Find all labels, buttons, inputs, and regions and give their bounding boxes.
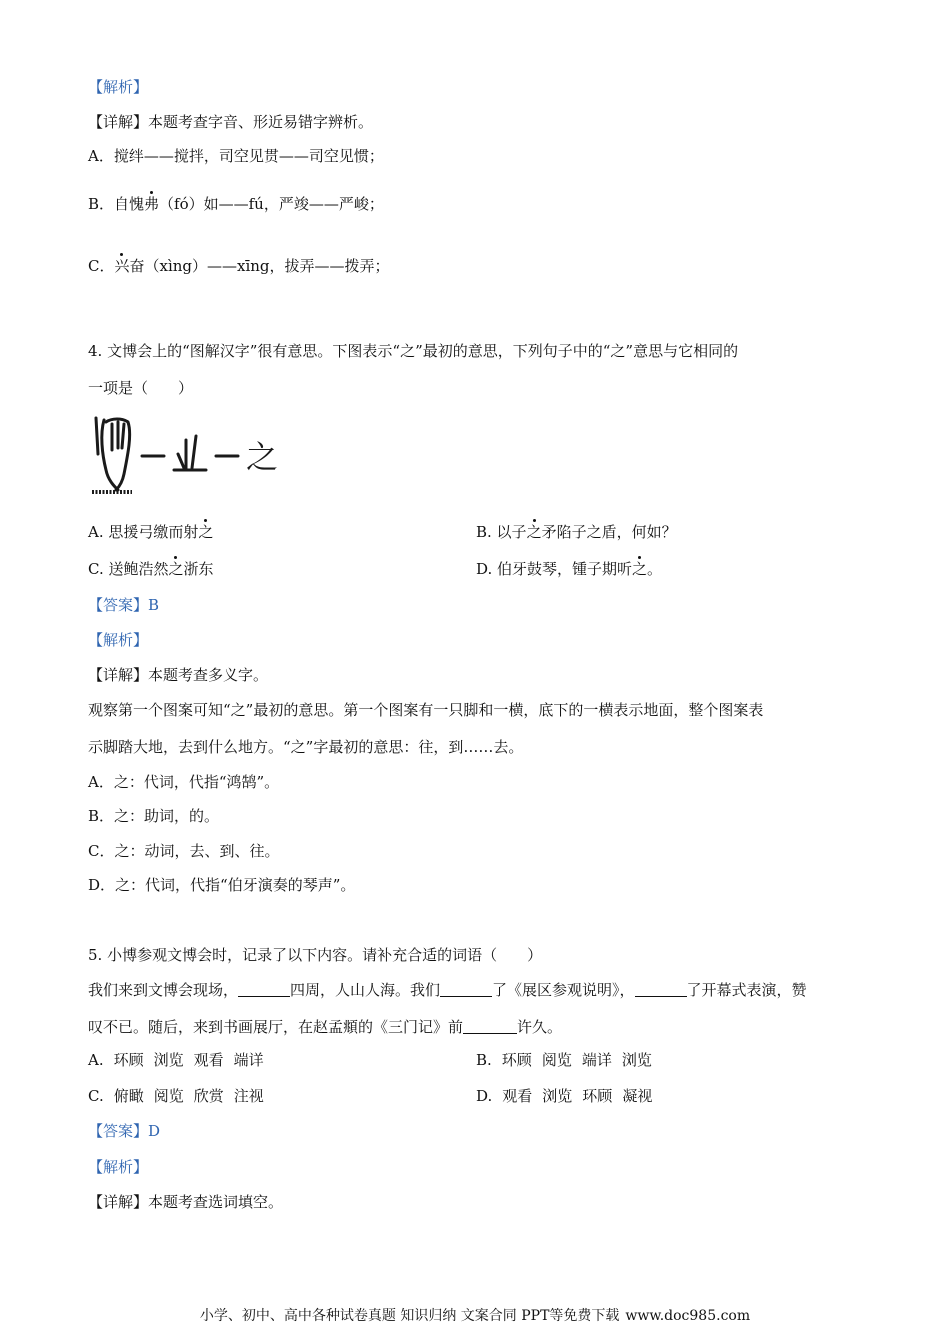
zhi-evolution-figure: [88, 414, 288, 498]
q3-option-c-explain: [88, 256, 390, 276]
q3-c-post: 奋（xìng）——xīng，拔弄——拨弄；: [129, 257, 390, 275]
bronze-zhi-glyph: [174, 436, 206, 470]
q5-a-label: A.: [88, 1051, 104, 1069]
foot-pictograph: [92, 418, 132, 492]
q4-stem-line2: 一项是（ ）: [88, 379, 194, 397]
q5-p1-d: 了开幕式表演，赞: [686, 981, 807, 999]
q4-d-dotted-char: 之: [632, 560, 648, 578]
q5-b-word: 环顾: [501, 1051, 532, 1069]
q4-stem-line1: 4. 文博会上的“图解汉字”很有意思。下图表示“之”最初的意思，下列句子中的“之”意思与它相同的: [88, 342, 739, 360]
q5-a-word: 环顾: [113, 1051, 144, 1069]
zhi-evolution-svg: [88, 414, 288, 498]
q3-option-b-explain: [88, 194, 384, 214]
q5-passage-line1: [88, 980, 807, 1000]
q4-option-b: [476, 522, 677, 542]
q4-explain-c: C．之：动词，去、到、往。: [88, 842, 280, 860]
q3-option-a-explain: A．搅绊——搅拌，司空见贯——司空见惯；: [88, 147, 384, 165]
q5-c-label: C.: [88, 1087, 104, 1105]
footer-url[interactable]: www.doc985.com: [625, 1308, 751, 1324]
q3-analysis-tag: 【解析】: [88, 78, 149, 96]
q4-option-a: [88, 522, 213, 542]
q4-explain-line1: 观察第一个图案可知“之”最初的意思。第一个图案有一只脚和一横，底下的一横表示地面，整个图案表: [88, 701, 764, 719]
q5-d-word: 观看: [502, 1087, 533, 1105]
page-footer: [0, 1306, 950, 1326]
q5-b-word: 阅览: [541, 1051, 572, 1069]
q3-detail: 【详解】本题考查字音、形近易错字辨析。: [88, 113, 374, 131]
q4-d-text1: D. 伯牙鼓琴，锺子期听: [476, 560, 633, 578]
q5-blank-3: [635, 981, 687, 997]
q4-b-text2: 矛陷子之盾，何如？: [541, 523, 677, 541]
q3-b-post: （fó）如——fú，严竣——严峻；: [159, 195, 384, 213]
footer-text: 小学、初中、高中各种试卷真题 知识归纳 文案合同 PPT等免费下载: [199, 1308, 620, 1324]
q5-option-d: [476, 1086, 662, 1106]
q5-p1-c: 了《展区参观说明》，: [492, 981, 635, 999]
q3-b-pre: B．自愧: [88, 195, 145, 213]
q4-analysis-tag: 【解析】: [88, 631, 149, 649]
q4-c-text1: C. 送鲍浩然: [88, 560, 169, 578]
q4-explain-d: D．之：代词，代指“伯牙演奏的琴声”。: [88, 876, 356, 894]
q5-c-word: 注视: [233, 1087, 264, 1105]
q3-c-pre: C．: [88, 257, 115, 275]
q5-c-word: 阅览: [153, 1087, 184, 1105]
q5-d-word: 凝视: [622, 1087, 653, 1105]
q4-explain-line2: 示脚踏大地，去到什么地方。“之”字最初的意思：往，到……去。: [88, 738, 524, 756]
q5-a-word: 浏览: [153, 1051, 184, 1069]
q5-option-c: [88, 1086, 274, 1106]
q5-p2-b: 许久。: [517, 1018, 563, 1036]
q5-detail: 【详解】本题考查选词填空。: [88, 1193, 284, 1211]
q4-option-d: [476, 559, 662, 579]
q5-option-b: [476, 1050, 662, 1070]
q4-a-dotted-char: 之: [198, 523, 214, 541]
q4-explain-b: B．之：助词，的。: [88, 807, 220, 825]
q5-blank-4: [463, 1018, 517, 1034]
q5-b-word: 端详: [581, 1051, 612, 1069]
q4-c-text2: 浙东: [183, 560, 214, 578]
modern-zhi-glyph: 之: [246, 438, 279, 476]
q5-d-word: 浏览: [542, 1087, 573, 1105]
q5-blank-2: [440, 981, 492, 997]
q4-answer: 【答案】B: [88, 596, 160, 614]
q5-c-word: 欣赏: [193, 1087, 224, 1105]
q5-p1-a: 我们来到文博会现场，: [88, 981, 239, 999]
q5-b-label: B.: [476, 1051, 492, 1069]
q3-c-dotted-char: 兴: [114, 257, 130, 275]
q5-d-label: D.: [476, 1087, 493, 1105]
q5-option-a: [88, 1050, 274, 1070]
q5-analysis-tag: 【解析】: [88, 1158, 149, 1176]
q5-d-word: 环顾: [582, 1087, 613, 1105]
q3-b-dotted-char: 弗: [144, 195, 160, 213]
q5-b-word: 浏览: [621, 1051, 652, 1069]
q5-p2-a: 叹不已。随后，来到书画展厅，在赵孟頫的《三门记》前: [88, 1018, 464, 1036]
q4-detail: 【详解】本题考查多义字。: [88, 666, 269, 684]
q5-stem: 5. 小博参观文博会时，记录了以下内容。请补充合适的词语（ ）: [88, 946, 543, 964]
q4-c-dotted-char: 之: [168, 560, 184, 578]
q4-explain-a: A．之：代词，代指“鸿鹄”。: [88, 773, 280, 791]
q5-p1-b: 四周，人山人海。我们: [290, 981, 441, 999]
q5-a-word: 观看: [193, 1051, 224, 1069]
q5-answer: 【答案】D: [88, 1122, 161, 1140]
q5-a-word: 端详: [233, 1051, 264, 1069]
q4-a-text: A. 思援弓缴而射: [88, 523, 199, 541]
q4-option-c: [88, 559, 214, 579]
q5-blank-1: [238, 981, 290, 997]
q4-b-dotted-char: 之: [526, 523, 542, 541]
q5-c-word: 俯瞰: [113, 1087, 144, 1105]
q5-passage-line2: [88, 1017, 562, 1037]
q4-d-text2: 。: [647, 560, 663, 578]
q4-b-text1: B. 以子: [476, 523, 527, 541]
